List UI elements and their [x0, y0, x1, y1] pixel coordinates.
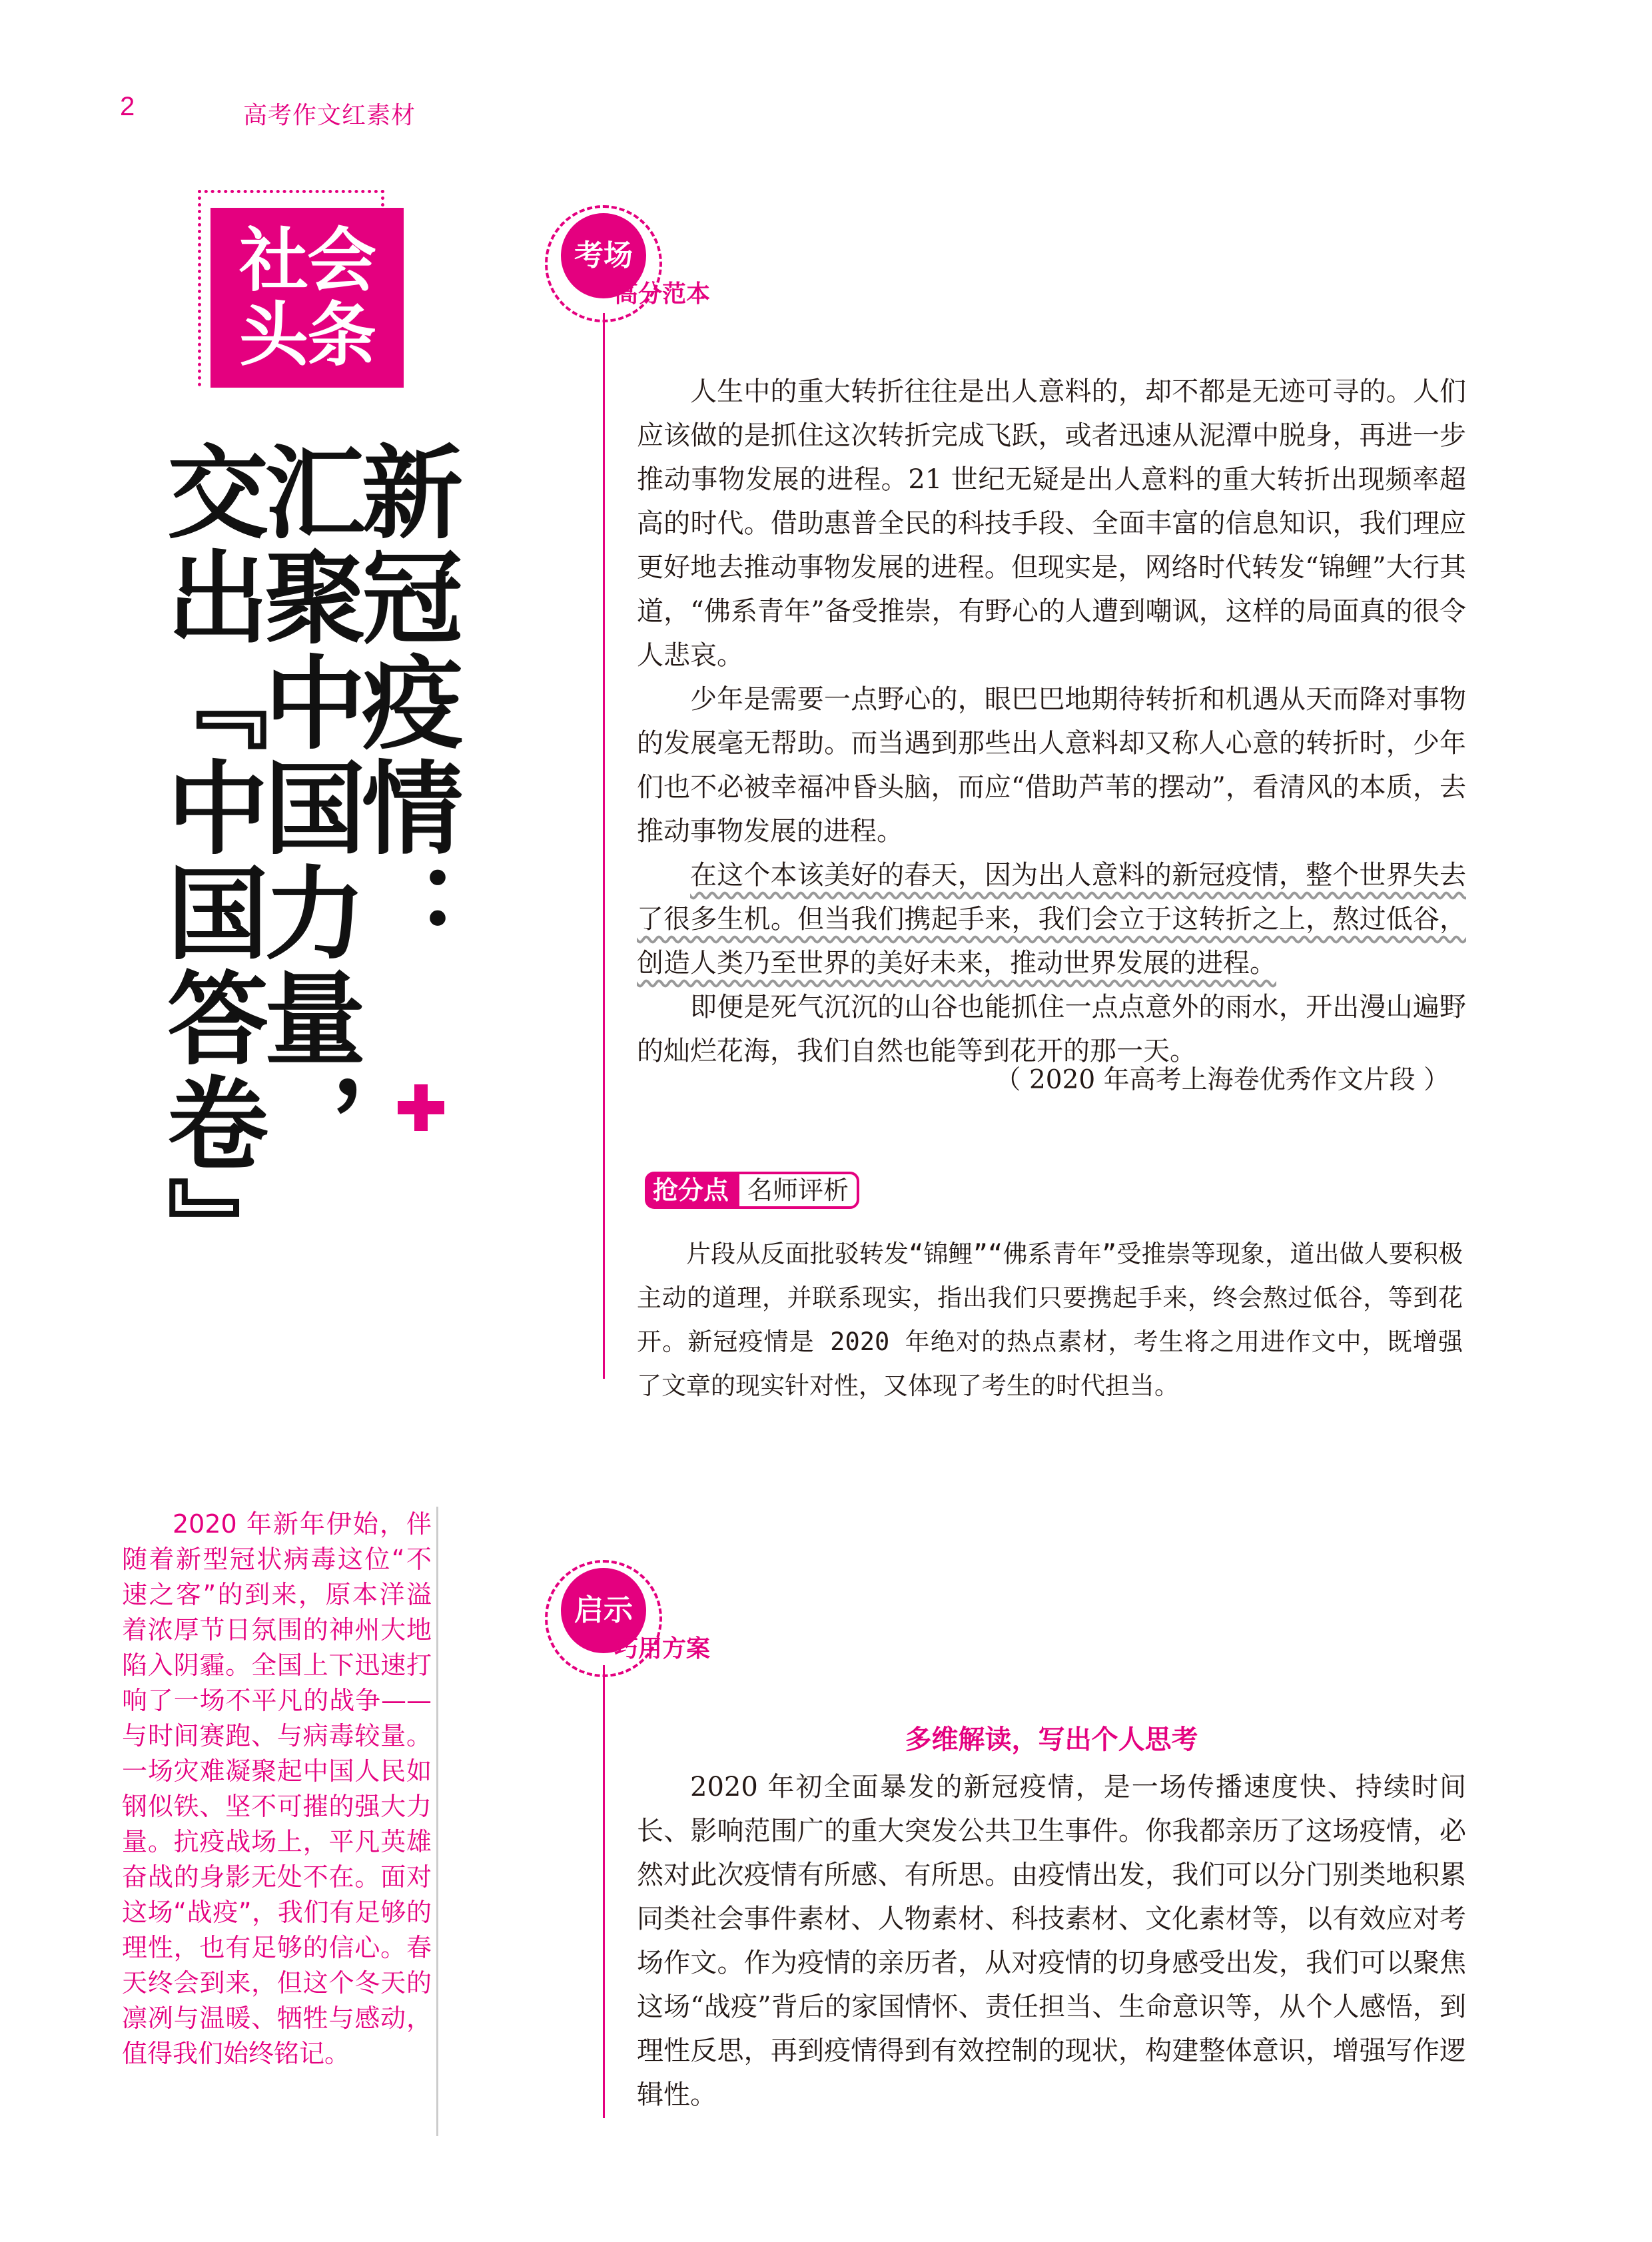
method-text: 2020 年初全面暴发的新冠疫情，是一场传播速度快、持续时间长、影响范围广的重大突发公共卫生事件。你我都亲历了这场疫情，必然对此次疫情有所感、有所思。由疫情出发，我们可以分门别类地积累同类社会事件素材、人物素材、科技素材、文化素材等，以有效应对考场作文。作为疫情的亲历者，从对疫情的切身感受出发，我们可以聚焦这场“战疫”背后的家国情怀、责任担当、生命意识等，从个人感悟，到理性反思，再到疫情得到有效控制的现状，构建整体意识，增强写作逻辑性。 — [637, 1772, 1466, 2110]
commentary-text: 片段从反面批驳转发“锦鲤”“佛系青年”受推崇等现象，道出做人要积极主动的道理，并联系现实，指出我们只要携起手来，终会熬过低谷，等到花开。新冠疫情是 2020 年绝对的热点素材，考生将之用进作文中，既增强了文章的现实针对性，又体现了考生的时代担当。 — [637, 1240, 1463, 1400]
commentary-tag-secondary: 名师评析 — [737, 1172, 859, 1209]
headline-line-1: 新冠疫情： — [345, 440, 464, 966]
badge-line-2: 头条 — [238, 294, 375, 376]
headline-line-3: 交出『中国答卷』 — [151, 440, 270, 1282]
plus-icon — [398, 1084, 444, 1131]
essay-source: （ 2020 年高考上海卷优秀作文片段 ） — [995, 1065, 1449, 1095]
method-marker-subtitle: 巧用方案 — [614, 1635, 711, 1663]
essay-marker: 考场 — [561, 213, 646, 298]
commentary-tag-primary: 抢分点 — [645, 1172, 737, 1209]
essay-body — [637, 370, 1466, 1073]
essay-vertical-rule — [603, 313, 605, 1379]
headline-line-2: 汇聚中国力量， — [248, 440, 367, 1176]
essay-paragraph-2: 少年是需要一点野心的，眼巴巴地期待转折和机遇从天而降对事物的发展毫无帮助。而当遇到那些出人意料却又称人心意的转折时，少年们也不必被幸福冲昏头脑，而应“借助芦苇的摆动”，看清风的本质，去推动事物发展的进程。 — [637, 684, 1466, 847]
method-title: 多维解读，写出个人思考 — [905, 1724, 1198, 1755]
essay-paragraph-1: 人生中的重大转折往往是出人意料的，却不都是无迹可寻的。人们应该做的是抓住这次转折完成飞跃，或者迅速从泥潭中脱身，再进一步推动事物发展的进程。21 世纪无疑是出人意料的重大转折出现频率超高的时代。借助惠普全民的科技手段、全面丰富的信息知识，我们理应更好地去推动事物发展的进程。但现实是，网络时代转发“锦鲤”大行其道，“佛系青年”备受推崇，有野心的人遭到嘲讽，这样的局面真的很令人悲哀。 — [637, 376, 1466, 671]
sidebar-intro: 2020 年新年伊始，伴随着新型冠状病毒这位“不速之客”的到来，原本洋溢着浓厚节日氛围的神州大地陷入阴霾。全国上下迅速打响了一场不平凡的战争——与时间赛跑、与病毒较量。一场灾难凝聚起中国人民如钢似铁、坚不可摧的强大力量。抗疫战场上，平凡英雄奋战的身影无处不在。面对这场“战疫”，我们有足够的理性，也有足够的信心。春天终会到来，但这个冬天的凛冽与温暖、牺牲与感动，值得我们始终铭记。 — [122, 1509, 432, 2068]
commentary-tag — [645, 1170, 859, 1211]
headline — [151, 440, 464, 1282]
running-title: 高考作文红素材 — [243, 102, 416, 129]
essay-paragraph-3: 在这个本该美好的春天，因为出人意料的新冠疫情，整个世界失去了很多生机。但当我们携起手来，我们会立于这转折之上，熬过低谷，创造人类乃至世界的美好未来，推动世界发展的进程。 — [637, 860, 1466, 978]
essay-marker-subtitle: 高分范本 — [614, 280, 711, 308]
essay-paragraph-4: 即便是死气沉沉的山谷也能抓住一点点意外的雨水，开出漫山遍野的灿烂花海，我们自然也能等到花开的那一天。 — [637, 992, 1466, 1066]
method-vertical-rule — [603, 1665, 605, 2118]
page-number: 2 — [120, 92, 135, 121]
method-marker: 启示 — [561, 1568, 646, 1653]
badge-line-1: 社会 — [238, 220, 375, 301]
sidebar-rule — [436, 1507, 438, 2136]
section-badge — [210, 208, 404, 388]
